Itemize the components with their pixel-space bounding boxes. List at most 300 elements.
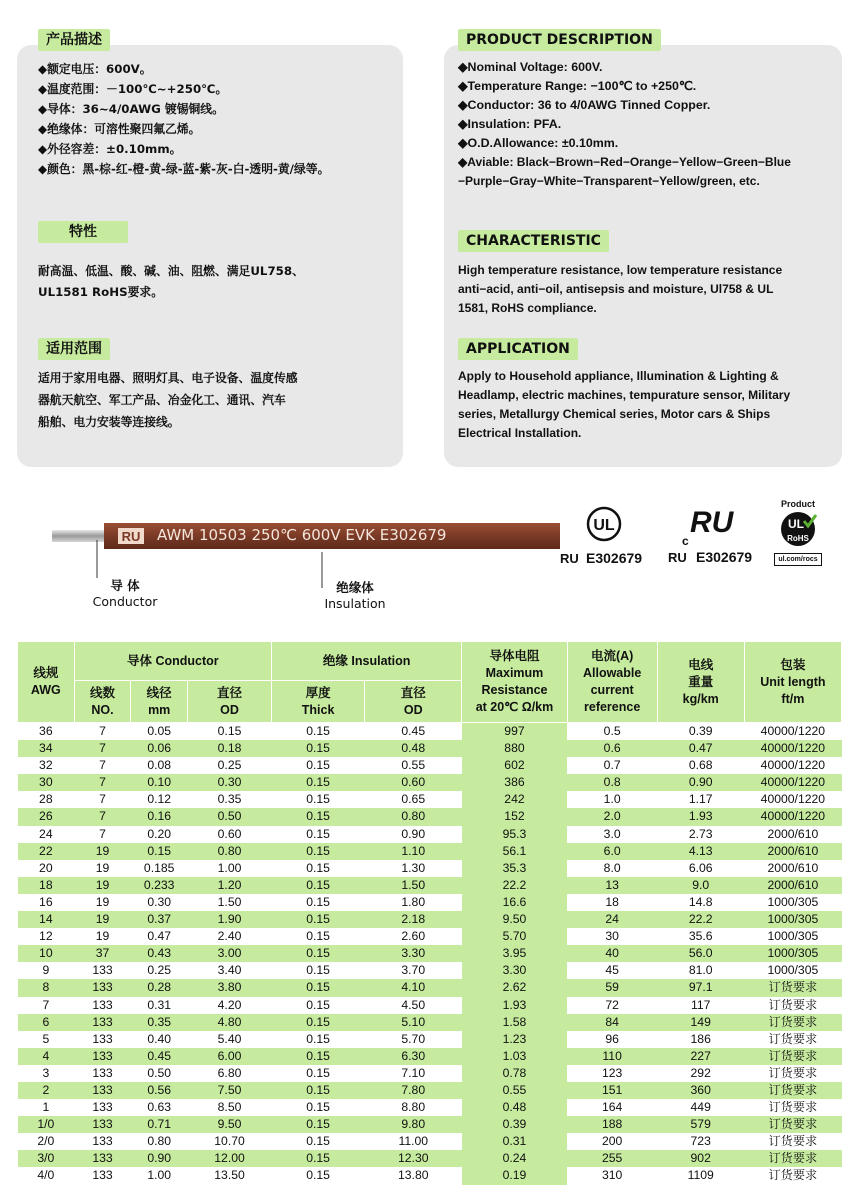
table-cell: 2 <box>18 1082 75 1099</box>
table-cell: 7 <box>74 774 131 791</box>
table-cell: 0.15 <box>272 791 365 808</box>
en-desc-line: ◆Insulation: PFA. <box>458 117 562 131</box>
table-cell: 0.48 <box>365 740 462 757</box>
table-cell: 22.2 <box>657 911 744 928</box>
table-cell: 133 <box>74 1099 131 1116</box>
table-cell: 18 <box>567 894 657 911</box>
table-cell: 5.10 <box>365 1014 462 1031</box>
table-cell: 20 <box>18 860 75 877</box>
table-cell: 6 <box>18 1014 75 1031</box>
table-cell: 188 <box>567 1116 657 1133</box>
en-desc-line: ◆Aviable: Black−Brown−Red−Orange−Yellow−Green−Blue <box>458 155 791 169</box>
table-cell: 0.37 <box>131 911 188 928</box>
en-desc-line: −Purple−Gray−White−Transparent−Yellow/green, etc. <box>458 174 760 188</box>
table-cell: 7 <box>74 740 131 757</box>
table-cell: 0.55 <box>462 1082 567 1099</box>
table-cell: 449 <box>657 1099 744 1116</box>
table-cell: 200 <box>567 1133 657 1150</box>
table-cell: 订货要求 <box>744 1065 841 1082</box>
en-app-line: Headlamp, electric machines, tempurature sensor, Military <box>458 388 791 402</box>
table-cell: 6.0 <box>567 843 657 860</box>
table-cell: 0.15 <box>272 826 365 843</box>
table-cell: 0.15 <box>272 860 365 877</box>
cn-desc-line: ◆颜色：黑-棕-红-橙-黄-绿-蓝-紫-灰-白-透明-黄/绿等。 <box>38 162 330 176</box>
table-cell: 0.15 <box>272 1048 365 1065</box>
table-cell: 0.18 <box>188 740 272 757</box>
table-cell: 0.60 <box>365 774 462 791</box>
table-cell: 3/0 <box>18 1150 75 1167</box>
table-cell: 45 <box>567 962 657 979</box>
table-cell: 7 <box>74 791 131 808</box>
cul-recognized-cert <box>668 500 768 570</box>
table-cell: 40000/1220 <box>744 740 841 757</box>
table-cell: 1.50 <box>188 894 272 911</box>
table-cell: 310 <box>567 1167 657 1184</box>
table-cell: 40000/1220 <box>744 723 841 741</box>
table-cell: 2/0 <box>18 1133 75 1150</box>
table-cell: 9.80 <box>365 1116 462 1133</box>
table-cell: 0.15 <box>272 723 365 741</box>
table-cell: 902 <box>657 1150 744 1167</box>
table-cell: 8.50 <box>188 1099 272 1116</box>
table-cell: 59 <box>567 979 657 996</box>
rohs-mid-text: RoHS <box>787 534 809 543</box>
table-cell: 32 <box>18 757 75 774</box>
table-cell: 81.0 <box>657 962 744 979</box>
table-cell: 133 <box>74 1116 131 1133</box>
table-cell: 0.39 <box>657 723 744 741</box>
table-cell: 3.70 <box>365 962 462 979</box>
table-cell: 0.15 <box>272 774 365 791</box>
en-desc-line: ◆Conductor: 36 to 4/0AWG Tinned Copper. <box>458 98 711 112</box>
table-cell: 0.05 <box>131 723 188 741</box>
table-cell: 0.25 <box>131 962 188 979</box>
table-cell: 0.90 <box>365 826 462 843</box>
table-cell: 7 <box>74 808 131 825</box>
table-cell: 订货要求 <box>744 1031 841 1048</box>
en-desc-line: ◆O.D.Allowance: ±0.10mm. <box>458 136 619 150</box>
table-cell: 35.6 <box>657 928 744 945</box>
table-cell: 0.50 <box>188 808 272 825</box>
table-cell: 8.0 <box>567 860 657 877</box>
table-cell: 3 <box>18 1065 75 1082</box>
table-row <box>18 826 842 843</box>
table-row <box>18 1065 842 1082</box>
table-cell: 0.40 <box>131 1031 188 1048</box>
table-cell: 0.43 <box>131 945 188 962</box>
table-cell: 2.73 <box>657 826 744 843</box>
table-cell: 1000/305 <box>744 894 841 911</box>
table-cell: 0.15 <box>272 928 365 945</box>
header-conductor: 导体 Conductor <box>74 642 271 681</box>
cable-print-text: AWM 10503 250℃ 600V EVK E302679 <box>157 526 447 544</box>
table-cell: 14.8 <box>657 894 744 911</box>
table-cell: 0.15 <box>188 723 272 741</box>
table-cell: 579 <box>657 1116 744 1133</box>
table-cell: 0.47 <box>657 740 744 757</box>
table-cell: 95.3 <box>462 826 567 843</box>
table-cell: 0.48 <box>462 1099 567 1116</box>
cn-desc-line: ◆外径容差：±0.10mm。 <box>38 142 182 156</box>
table-cell: 10 <box>18 945 75 962</box>
table-row <box>18 877 842 894</box>
table-cell: 1.58 <box>462 1014 567 1031</box>
table-cell: 2.40 <box>188 928 272 945</box>
table-cell: 16 <box>18 894 75 911</box>
table-cell: 0.71 <box>131 1116 188 1133</box>
table-row <box>18 1133 842 1150</box>
table-cell: 0.31 <box>462 1133 567 1150</box>
table-cell: 1.30 <box>365 860 462 877</box>
table-cell: 0.15 <box>272 979 365 996</box>
table-cell: 164 <box>567 1099 657 1116</box>
table-cell: 13.50 <box>188 1167 272 1184</box>
header-strand-diameter: 线径 mm <box>131 681 188 723</box>
table-cell: 4 <box>18 1048 75 1065</box>
en-app-title: APPLICATION <box>458 338 578 360</box>
table-cell: 16.6 <box>462 894 567 911</box>
table-cell: 0.90 <box>131 1150 188 1167</box>
rohs-url: ul.com/rocs <box>774 553 822 566</box>
table-cell: 19 <box>74 928 131 945</box>
table-cell: 3.30 <box>365 945 462 962</box>
table-cell: 2.62 <box>462 979 567 996</box>
table-cell: 0.15 <box>272 894 365 911</box>
table-cell: 1000/305 <box>744 962 841 979</box>
table-cell: 7 <box>74 757 131 774</box>
table-cell: 0.35 <box>131 1014 188 1031</box>
table-cell: 1000/305 <box>744 928 841 945</box>
table-cell: 0.47 <box>131 928 188 945</box>
table-cell: 0.24 <box>462 1150 567 1167</box>
table-cell: 56.1 <box>462 843 567 860</box>
table-cell: 19 <box>74 894 131 911</box>
table-cell: 6.30 <box>365 1048 462 1065</box>
table-cell: 7.80 <box>365 1082 462 1099</box>
table-cell: 133 <box>74 979 131 996</box>
header-conductor-od: 直径 OD <box>188 681 272 723</box>
table-cell: 0.80 <box>131 1133 188 1150</box>
table-cell: 1.20 <box>188 877 272 894</box>
table-cell: 0.80 <box>188 843 272 860</box>
table-cell: 1/0 <box>18 1116 75 1133</box>
table-cell: 28 <box>18 791 75 808</box>
table-row <box>18 894 842 911</box>
table-cell: 0.68 <box>657 757 744 774</box>
table-cell: 7 <box>74 723 131 741</box>
table-cell: 0.60 <box>188 826 272 843</box>
table-cell: 19 <box>74 860 131 877</box>
table-row <box>18 962 842 979</box>
cn-desc-title: 产品描述 <box>38 29 110 51</box>
table-cell: 0.15 <box>272 1150 365 1167</box>
table-cell: 360 <box>657 1082 744 1099</box>
table-cell: 14 <box>18 911 75 928</box>
cn-app-line: 适用于家用电器、照明灯具、电子设备、温度传感 <box>38 371 298 385</box>
table-cell: 0.06 <box>131 740 188 757</box>
table-cell: 2000/610 <box>744 860 841 877</box>
table-cell: 11.00 <box>365 1133 462 1150</box>
chinese-description-panel <box>17 32 403 467</box>
table-cell: 19 <box>74 911 131 928</box>
table-cell: 7.50 <box>188 1082 272 1099</box>
table-cell: 19 <box>74 877 131 894</box>
table-cell: 0.15 <box>272 1116 365 1133</box>
table-cell: 0.45 <box>365 723 462 741</box>
cn-char-line: 耐高温、低温、酸、碱、油、阻燃、满足UL758、 <box>38 264 304 278</box>
table-cell: 1000/305 <box>744 945 841 962</box>
table-cell: 9.50 <box>188 1116 272 1133</box>
table-cell: 3.95 <box>462 945 567 962</box>
table-cell: 19 <box>74 843 131 860</box>
table-cell: 40000/1220 <box>744 808 841 825</box>
table-cell: 0.15 <box>272 877 365 894</box>
table-cell: 0.35 <box>188 791 272 808</box>
table-cell: 0.15 <box>272 945 365 962</box>
table-cell: 1.00 <box>188 860 272 877</box>
cn-desc-line: ◆绝缘体：可溶性聚四氟乙烯。 <box>38 122 201 136</box>
table-cell: 3.30 <box>462 962 567 979</box>
table-cell: 255 <box>567 1150 657 1167</box>
table-cell: 22 <box>18 843 75 860</box>
table-cell: 149 <box>657 1014 744 1031</box>
table-cell: 0.10 <box>131 774 188 791</box>
svg-text:c: c <box>682 534 689 548</box>
table-cell: 133 <box>74 1014 131 1031</box>
table-cell: 36 <box>18 723 75 741</box>
table-cell: 订货要求 <box>744 1116 841 1133</box>
table-cell: 26 <box>18 808 75 825</box>
table-cell: 0.31 <box>131 997 188 1014</box>
table-cell: 1 <box>18 1099 75 1116</box>
table-cell: 订货要求 <box>744 1048 841 1065</box>
cn-char-line: UL1581 RoHS要求。 <box>38 285 163 299</box>
table-cell: 10.70 <box>188 1133 272 1150</box>
table-cell: 40000/1220 <box>744 791 841 808</box>
conductor-en: Conductor <box>92 594 158 609</box>
table-cell: 1.93 <box>462 997 567 1014</box>
table-cell: 242 <box>462 791 567 808</box>
table-cell: 133 <box>74 997 131 1014</box>
table-row <box>18 1150 842 1167</box>
table-cell: 24 <box>18 826 75 843</box>
table-cell: 0.08 <box>131 757 188 774</box>
table-row <box>18 1014 842 1031</box>
en-app-line: series, Metallurgy Chemical series, Motor cars & Ships <box>458 407 771 421</box>
table-cell: 0.15 <box>272 962 365 979</box>
rohs-badge-icon <box>774 509 822 549</box>
table-cell: 40000/1220 <box>744 774 841 791</box>
table-cell: 2000/610 <box>744 826 841 843</box>
table-row <box>18 723 842 741</box>
table-cell: 2.0 <box>567 808 657 825</box>
table-cell: 133 <box>74 962 131 979</box>
table-cell: 133 <box>74 1133 131 1150</box>
table-cell: 0.28 <box>131 979 188 996</box>
table-cell: 2000/610 <box>744 843 841 860</box>
table-cell: 30 <box>18 774 75 791</box>
header-insulation: 绝缘 Insulation <box>272 642 462 681</box>
table-cell: 订货要求 <box>744 979 841 996</box>
table-cell: 1.0 <box>567 791 657 808</box>
table-cell: 9.50 <box>462 911 567 928</box>
svg-text:RU: RU <box>121 529 141 544</box>
table-cell: 3.40 <box>188 962 272 979</box>
table-row <box>18 928 842 945</box>
table-cell: 1000/305 <box>744 911 841 928</box>
table-cell: 133 <box>74 1082 131 1099</box>
table-cell: 72 <box>567 997 657 1014</box>
table-cell: 3.0 <box>567 826 657 843</box>
table-cell: 1.93 <box>657 808 744 825</box>
table-cell: 723 <box>657 1133 744 1150</box>
table-cell: 0.80 <box>365 808 462 825</box>
insulation-caption <box>322 580 388 612</box>
table-cell: 40000/1220 <box>744 757 841 774</box>
en-char-line: anti−acid, anti−oil, antisepsis and moisture, Ul758 & UL <box>458 282 774 296</box>
ul-listed-cert <box>560 505 660 570</box>
table-cell: 0.15 <box>272 740 365 757</box>
table-row <box>18 1116 842 1133</box>
table-cell: 订货要求 <box>744 1133 841 1150</box>
table-cell: 2000/610 <box>744 877 841 894</box>
table-cell: 订货要求 <box>744 1099 841 1116</box>
table-cell: 12.30 <box>365 1150 462 1167</box>
table-cell: 0.30 <box>131 894 188 911</box>
table-cell: 96 <box>567 1031 657 1048</box>
table-row <box>18 808 842 825</box>
table-cell: 133 <box>74 1150 131 1167</box>
en-desc-line: ◆Temperature Range: −100℃ to +250℃. <box>458 79 697 93</box>
ul-rohs-cert <box>774 499 822 571</box>
table-cell: 1.17 <box>657 791 744 808</box>
table-cell: 0.15 <box>272 997 365 1014</box>
table-cell: 7.10 <box>365 1065 462 1082</box>
table-cell: 0.30 <box>188 774 272 791</box>
table-cell: 7 <box>74 826 131 843</box>
table-cell: 0.78 <box>462 1065 567 1082</box>
table-cell: 0.20 <box>131 826 188 843</box>
table-cell: 0.50 <box>131 1065 188 1082</box>
ul-file-number-1: E302679 <box>586 550 643 566</box>
table-cell: 133 <box>74 1167 131 1184</box>
table-cell: 0.8 <box>567 774 657 791</box>
table-row <box>18 740 842 757</box>
cn-desc-line: ◆额定电压：600V。 <box>38 62 152 76</box>
table-cell: 4.80 <box>188 1014 272 1031</box>
table-row <box>18 791 842 808</box>
table-cell: 5 <box>18 1031 75 1048</box>
table-cell: 9 <box>18 962 75 979</box>
header-resistance: 导体电阻 Maximum Resistance at 20℃ Ω/km <box>462 642 567 723</box>
table-row <box>18 1099 842 1116</box>
table-cell: 0.6 <box>567 740 657 757</box>
en-char-title: CHARACTERISTIC <box>458 230 609 252</box>
table-cell: 2.18 <box>365 911 462 928</box>
header-current: 电流(A) Allowable current reference <box>567 642 657 723</box>
table-cell: 151 <box>567 1082 657 1099</box>
table-cell: 0.16 <box>131 808 188 825</box>
table-cell: 4.20 <box>188 997 272 1014</box>
table-row <box>18 774 842 791</box>
table-cell: 133 <box>74 1065 131 1082</box>
table-row <box>18 1048 842 1065</box>
table-cell: 0.15 <box>272 843 365 860</box>
table-cell: 24 <box>567 911 657 928</box>
table-cell: 13 <box>567 877 657 894</box>
table-cell: 3.80 <box>188 979 272 996</box>
table-cell: 0.15 <box>131 843 188 860</box>
table-cell: 0.15 <box>272 1133 365 1150</box>
cn-desc-line: ◆温度范围：－100℃~+250℃。 <box>38 82 228 96</box>
table-cell: 0.15 <box>272 1065 365 1082</box>
table-cell: 0.56 <box>131 1082 188 1099</box>
table-cell: 6.00 <box>188 1048 272 1065</box>
table-cell: 6.06 <box>657 860 744 877</box>
table-cell: 292 <box>657 1065 744 1082</box>
table-cell: 0.55 <box>365 757 462 774</box>
table-row <box>18 843 842 860</box>
table-cell: 5.70 <box>462 928 567 945</box>
cn-app-title: 适用范围 <box>38 338 110 360</box>
table-cell: 1109 <box>657 1167 744 1184</box>
table-cell: 123 <box>567 1065 657 1082</box>
table-cell: 35.3 <box>462 860 567 877</box>
table-cell: 0.15 <box>272 1167 365 1184</box>
en-desc-line: ◆Nominal Voltage: 600V. <box>458 60 603 74</box>
ul-file-number-2: E302679 <box>696 549 753 565</box>
svg-text:RU: RU <box>668 550 687 565</box>
table-cell: 0.45 <box>131 1048 188 1065</box>
table-cell: 2.60 <box>365 928 462 945</box>
table-cell: 1.10 <box>365 843 462 860</box>
table-cell: 0.19 <box>462 1167 567 1184</box>
svg-text:UL: UL <box>788 517 804 531</box>
table-cell: 602 <box>462 757 567 774</box>
table-cell: 1.80 <box>365 894 462 911</box>
table-cell: 30 <box>567 928 657 945</box>
table-cell: 订货要求 <box>744 997 841 1014</box>
table-row <box>18 997 842 1014</box>
table-cell: 227 <box>657 1048 744 1065</box>
table-cell: 0.15 <box>272 1099 365 1116</box>
header-awg: 线规 AWG <box>18 642 75 723</box>
insulation-cn: 绝缘体 <box>336 580 374 595</box>
en-app-line: Electrical Installation. <box>458 426 582 440</box>
table-cell: 订货要求 <box>744 1150 841 1167</box>
insulation-en: Insulation <box>324 596 386 611</box>
table-cell: 40 <box>567 945 657 962</box>
table-cell: 12 <box>18 928 75 945</box>
spec-table-body <box>18 723 842 1185</box>
table-cell: 18 <box>18 877 75 894</box>
table-cell: 97.1 <box>657 979 744 996</box>
header-insulation-od: 直径 OD <box>365 681 462 723</box>
table-cell: 1.50 <box>365 877 462 894</box>
en-char-line: High temperature resistance, low temperature resistance <box>458 263 783 277</box>
table-cell: 8 <box>18 979 75 996</box>
svg-text:RU: RU <box>690 506 734 539</box>
table-cell: 0.15 <box>272 911 365 928</box>
table-cell: 0.15 <box>272 808 365 825</box>
rohs-product-text: Product <box>780 499 815 509</box>
table-cell: 0.7 <box>567 757 657 774</box>
svg-text:RU: RU <box>560 551 579 566</box>
spec-table <box>17 641 842 1185</box>
table-cell: 1.00 <box>131 1167 188 1184</box>
cn-desc-line: ◆导体：36~4/0AWG 镀锡铜线。 <box>38 102 224 116</box>
table-cell: 133 <box>74 1031 131 1048</box>
